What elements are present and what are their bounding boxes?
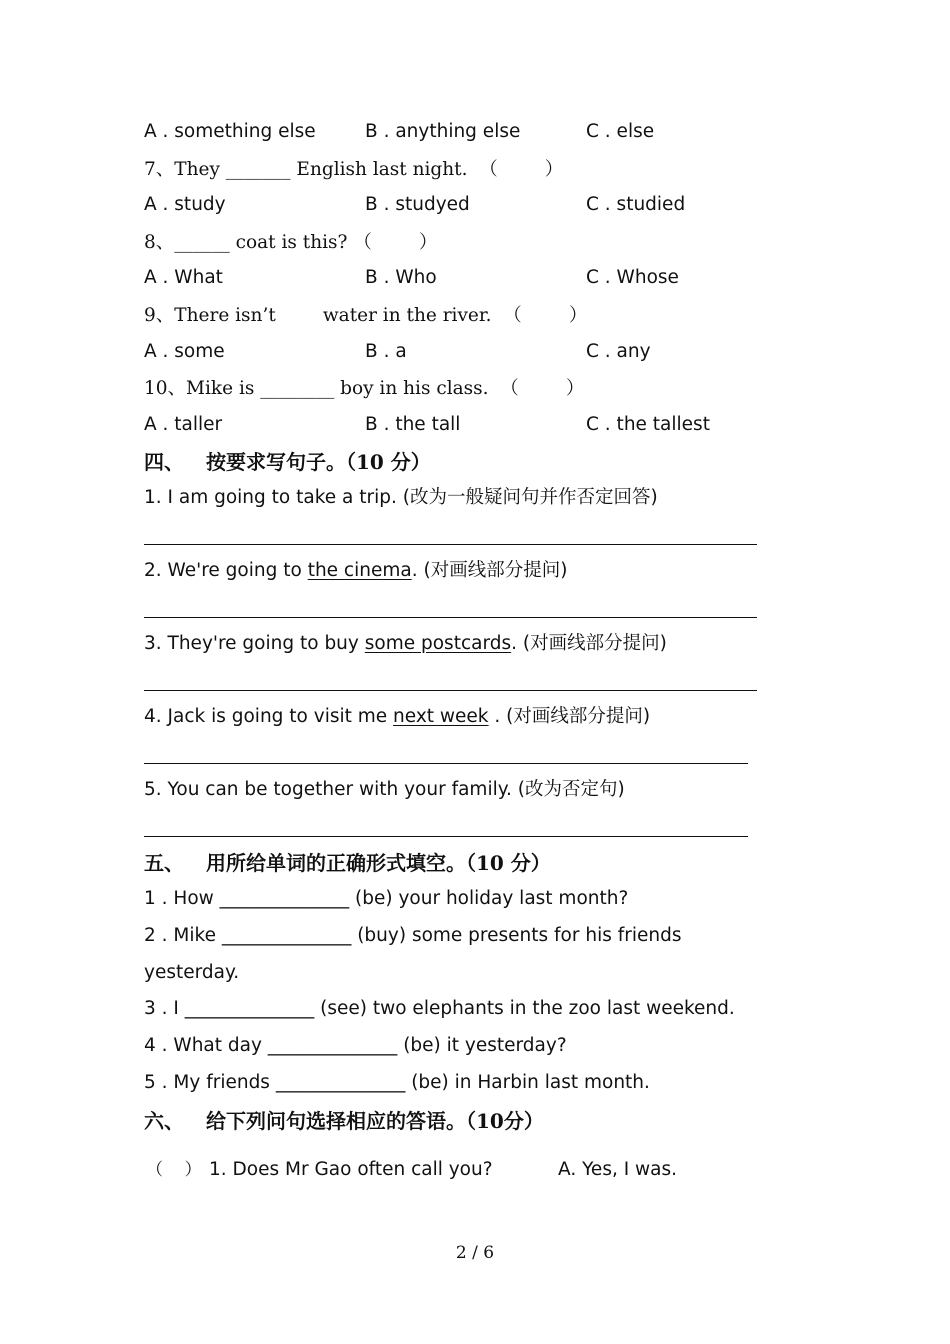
s4-item-3-text: 3. They're going to buy	[144, 633, 365, 654]
s4-item-3	[144, 632, 667, 656]
q10-option-b: B . the tall	[365, 414, 461, 435]
s4-item-4-instruction: . (对画线部分提问)	[488, 706, 651, 727]
s6-question-1: 1. Does Mr Gao often call you?	[209, 1159, 493, 1180]
q7-option-c: C . studied	[586, 194, 686, 215]
q10-stem: 10、Mike is ________ boy in his class. （ ）	[144, 378, 585, 399]
section6-title: 给下列问句选择相应的答语。（10分）	[206, 1109, 544, 1133]
q6-option-c: C . else	[586, 121, 655, 142]
q8-option-b: B . Who	[365, 267, 437, 288]
s4-item-4	[144, 705, 650, 729]
q10-option-c: C . the tallest	[586, 414, 710, 435]
s4-item-3-instruction: . (对画线部分提问)	[511, 633, 667, 654]
s5-item-2-continued: yesterday.	[144, 962, 240, 983]
s5-item-1: 1 . How ______________ (be) your holiday last month?	[144, 888, 629, 909]
s5-item-3: 3 . I ______________ (see) two elephants in the zoo last weekend.	[144, 998, 735, 1019]
s4-item-5-text: 5. You can be together with your family. (改为否定句)	[144, 779, 625, 800]
section5-number: 五、	[144, 851, 184, 875]
q10-option-a: A . taller	[144, 414, 223, 435]
s5-item-2: 2 . Mike ______________ (buy) some presents for his friends	[144, 925, 682, 946]
section6-heading	[144, 1108, 544, 1134]
q7-option-a: A . study	[144, 194, 226, 215]
s4-item-1-text: 1. I am going to take a trip. (改为一般疑问句并作否定回答)	[144, 487, 658, 508]
section4-title: 按要求写句子。（10 分）	[206, 450, 431, 474]
answer-line	[144, 617, 757, 618]
q6-option-b: B . anything else	[365, 121, 521, 142]
q9-option-c: C . any	[586, 341, 651, 362]
section5-heading	[144, 850, 551, 876]
answer-line	[144, 544, 757, 545]
answer-line	[144, 836, 748, 837]
q8-stem: 8、______ coat is this? （ ）	[144, 232, 438, 253]
s4-item-2-instruction: . (对画线部分提问)	[411, 560, 568, 581]
q8-option-c: C . Whose	[586, 267, 679, 288]
page-number: 2 / 6	[455, 1243, 495, 1263]
s4-item-3-underlined: some postcards	[364, 633, 512, 654]
s4-item-5	[144, 778, 625, 802]
q9-stem: 9、There isn’t water in the river. （ ）	[144, 305, 588, 326]
q7-option-b: B . studyed	[365, 194, 470, 215]
section6-number: 六、	[144, 1109, 184, 1133]
s6-answer-paren: （ ）	[146, 1160, 202, 1180]
s4-item-4-text: 4. Jack is going to visit me	[144, 706, 394, 727]
s6-answer-a: A. Yes, I was.	[558, 1159, 678, 1180]
q6-option-a: A . something else	[144, 121, 316, 142]
s4-item-1	[144, 486, 658, 510]
q8-option-a: A . What	[144, 267, 223, 288]
answer-line	[144, 763, 748, 764]
answer-line	[144, 690, 757, 691]
s4-item-4-underlined: next week	[393, 706, 489, 727]
s4-item-2	[144, 559, 567, 583]
q9-option-b: B . a	[365, 341, 407, 362]
s5-item-5: 5 . My friends ______________ (be) in Harbin last month.	[144, 1072, 650, 1093]
section5-title: 用所给单词的正确形式填空。（10 分）	[206, 851, 551, 875]
q7-stem: 7、They _______ English last night. （ ）	[144, 159, 564, 180]
section4-heading	[144, 449, 431, 475]
s4-item-2-underlined: the cinema	[307, 560, 412, 581]
s5-item-4: 4 . What day ______________ (be) it yesterday?	[144, 1035, 567, 1056]
q9-option-a: A . some	[144, 341, 225, 362]
section4-number: 四、	[144, 450, 184, 474]
s4-item-2-text: 2. We're going to	[144, 560, 308, 581]
